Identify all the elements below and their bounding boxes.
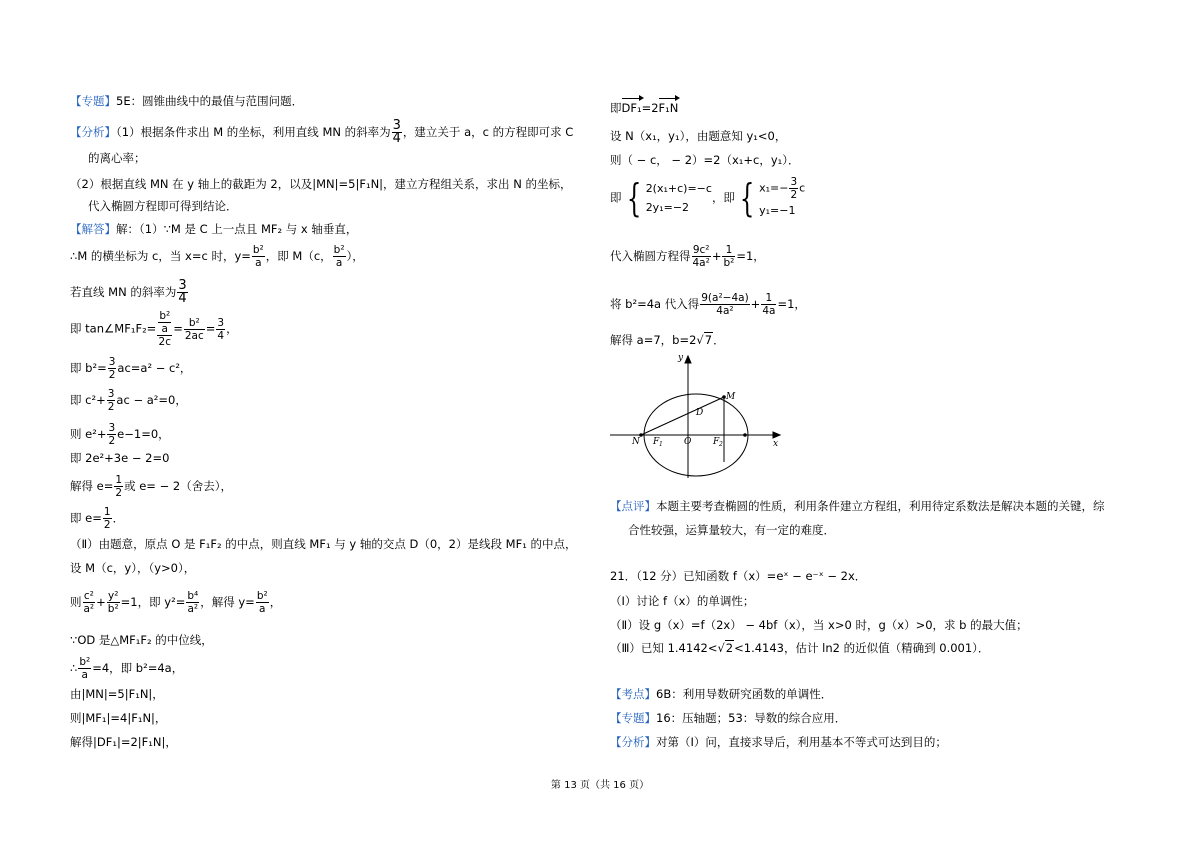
analysis-line-1 — [70, 120, 573, 145]
comment-line-1 — [610, 498, 1105, 514]
analysis-line-4: 代入椭圆方程即可得到结论． — [88, 199, 238, 213]
text: 将 b²=4a 代入得 — [610, 297, 700, 311]
frac-den: 2ac — [184, 329, 204, 342]
frac-den: a — [255, 257, 262, 269]
text: ac=a² − c²， — [117, 361, 192, 375]
text: ， — [269, 595, 282, 609]
frac-num — [157, 310, 172, 336]
equation: 2y₁=−2 — [645, 201, 690, 214]
topic-line — [70, 93, 303, 109]
solution-line-1 — [70, 221, 357, 237]
fraction — [177, 280, 187, 305]
label-d: D — [696, 408, 704, 418]
frac-num: 1 — [103, 506, 111, 518]
fraction — [107, 422, 116, 447]
frac-num: b² — [333, 244, 345, 256]
compound-fraction — [157, 310, 172, 348]
topic-text: 5E：圆锥曲线中的最值与范围问题． — [116, 94, 304, 108]
frac-num: 9(a²−4a) — [701, 292, 749, 304]
sqrt-radicand: 2 — [725, 641, 734, 655]
label-f1-sub: 1 — [659, 441, 663, 448]
text: 或 e= − 2（舍去）， — [124, 479, 232, 493]
text: 则 — [70, 595, 82, 609]
fraction — [252, 244, 265, 269]
sqrt-radicand: 7 — [704, 333, 713, 347]
frac-num: 3 — [790, 176, 798, 188]
fraction — [78, 656, 91, 681]
label-n: N — [632, 437, 640, 447]
frac-num: b² — [252, 244, 264, 256]
frac-den: 2 — [103, 519, 111, 531]
frac-num: b⁴ — [187, 590, 199, 602]
frac-num: 1 — [722, 244, 735, 257]
text: 即 — [610, 190, 622, 205]
text: ∴M 的横坐标为 c，当 x=c 时，y= — [70, 249, 251, 263]
text: =1， — [736, 249, 765, 263]
fraction — [184, 317, 205, 342]
analysis-line-3: （2）根据直线 MN 在 y 轴上的截距为 2，以及|MN|=5|F₁N|，建立方程组关系，求出 N 的坐标， — [70, 177, 572, 191]
text: <1.4143，估计 ln2 的近似值（精确到 0.001）． — [734, 641, 990, 655]
right-line-5 — [610, 244, 765, 269]
text: ，即 — [711, 190, 735, 205]
frac-den: 2 — [115, 487, 123, 499]
frac-den: 2 — [790, 189, 798, 201]
x-axis-arrow-icon — [773, 432, 780, 438]
frac-den: a² — [83, 603, 95, 615]
fraction — [83, 590, 96, 615]
label-f1: F — [653, 437, 660, 447]
solution-line-9 — [70, 474, 232, 499]
text: e−1=0， — [117, 427, 170, 441]
page-footer: 第 13 页（共 16 页） — [550, 780, 650, 791]
y-axis-arrow-icon — [685, 356, 691, 363]
frac-num: 3 — [107, 388, 115, 400]
frac-den: 4a — [762, 305, 776, 317]
frac-den: a — [161, 323, 168, 335]
label-m: M — [726, 392, 736, 402]
text: = — [173, 321, 183, 336]
fraction — [103, 506, 112, 531]
frac-den: 4a² — [692, 257, 710, 269]
solution-line-3 — [70, 280, 189, 305]
right-line-3: 则（ − c， − 2）=2（x₁+c，y₁）． — [610, 153, 800, 167]
frac-den: b² — [107, 603, 119, 615]
text: =2 — [641, 101, 659, 115]
comment-tag: 【点评】 — [610, 499, 656, 513]
fraction — [692, 244, 711, 269]
analysis-line-2: 的离心率； — [88, 151, 146, 165]
right-line-2: 设 N（x₁，y₁），由题意知 y₁<0， — [610, 129, 787, 143]
solution-text: 解：（1）∵M 是 C 上一点且 MF₂ 与 x 轴垂直， — [116, 222, 358, 236]
frac-num: b² — [159, 310, 171, 322]
frac-den: 2 — [108, 369, 116, 381]
solution-line-7 — [70, 422, 170, 447]
fraction — [256, 590, 269, 615]
frac-num: c² — [83, 590, 94, 602]
solution-tag: 【解答】 — [70, 222, 116, 236]
solution-line-5 — [70, 356, 191, 381]
equation-system — [610, 176, 805, 220]
frac-den: a² — [187, 603, 199, 615]
problem-21-stem: 21．（12 分）已知函数 f（x）=eˣ − e⁻ˣ − 2x． — [610, 569, 867, 583]
frac-den: b² — [723, 257, 735, 269]
frac-den: a — [335, 257, 343, 269]
frac-den: 4 — [217, 329, 225, 342]
system-1 — [646, 179, 712, 217]
frac-num: 3 — [108, 422, 116, 434]
fraction — [700, 292, 749, 317]
solution-line-11: （Ⅱ）由题意，原点 O 是 F₁F₂ 的中点，则直线 MF₁ 与 y 轴的交点 D（0，2）是线段 MF₁ 的中点， — [70, 537, 577, 551]
analysis-text-b: ，建立关于 a，c 的方程即可求 C — [402, 125, 574, 139]
point-right-vertex — [743, 433, 747, 437]
problem-21-part-2: （Ⅱ）设 g（x）=f（2x） − 4bf（x），当 x>0 时，g（x）>0，求 b 的最大值； — [610, 618, 1028, 632]
text: = — [205, 321, 216, 336]
problem-21-part-3: （Ⅲ）已知 1.4142<√2<1.4143，估计 ln2 的近似值（精确到 0.001）． — [610, 641, 990, 655]
fraction — [114, 474, 123, 499]
solution-line-8: 即 2e²+3e − 2=0 — [70, 451, 170, 465]
text: + — [711, 249, 722, 263]
frac-num: 3 — [217, 316, 225, 329]
frac-den: 2c — [158, 336, 171, 348]
frac-den: 4 — [178, 291, 187, 306]
fraction — [107, 388, 116, 413]
solution-line-4 — [70, 310, 238, 348]
fraction — [789, 176, 798, 201]
fraction — [108, 356, 117, 381]
label-f2: F — [713, 437, 720, 447]
frac-den: 4a² — [716, 305, 734, 317]
topic-line-2 — [610, 710, 846, 726]
text: x₁=− — [759, 181, 789, 195]
vector-equation — [610, 98, 678, 116]
equation: 2(x₁+c)=−c — [645, 182, 712, 195]
label-y: y — [678, 353, 684, 363]
fraction — [333, 244, 346, 269]
analysis-text-a: （1）根据条件求出 M 的坐标，利用直线 MN 的斜率为 — [116, 125, 391, 139]
comment-line-2: 合性较强，运算量较大，有一定的难度． — [628, 523, 835, 537]
frac-den: 2 — [107, 401, 115, 413]
frac-den: 2 — [108, 435, 116, 447]
text: ， — [226, 321, 238, 336]
comment-text: 本题主要考查椭圆的性质，利用条件建立方程组，利用待定系数法是解决本题的关键，综 — [656, 499, 1105, 513]
text: 即 b²= — [70, 361, 107, 375]
analysis-text: 对第（Ⅰ）问，直接求导后，利用基本不等式可达到目的； — [656, 735, 947, 749]
text: =4，即 b²=4a， — [92, 661, 184, 675]
text: 即 e= — [70, 511, 102, 525]
vector-f1n: F₁N — [659, 98, 679, 116]
analysis-tag: 【分析】 — [610, 735, 656, 749]
right-line-6 — [610, 292, 806, 317]
analysis-line-2 — [610, 734, 947, 750]
solution-line-12: 设 M（c，y），（y>0）， — [70, 561, 196, 575]
ellipse-diagram — [608, 352, 788, 482]
text: ，解得 y= — [200, 595, 255, 609]
frac-den: a — [81, 669, 88, 681]
text: 即 — [610, 101, 622, 115]
solution-line-13 — [70, 590, 281, 615]
vector-df1: DF₁ — [622, 98, 642, 116]
right-line-7: 解得 a=7，b=2√7． — [610, 333, 725, 347]
text: 解得 e= — [70, 479, 114, 493]
text: ． — [713, 333, 725, 347]
system-2 — [759, 176, 805, 220]
text: ． — [112, 511, 125, 525]
solution-line-2 — [70, 244, 364, 269]
solution-line-6 — [70, 388, 187, 413]
text: 代入椭圆方程得 — [610, 249, 691, 263]
line-nm — [641, 397, 724, 435]
solution-line-18: 解得|DF₁|=2|F₁N|， — [70, 735, 177, 749]
frac-num: 9c² — [692, 244, 710, 256]
text: 即 tan∠MF₁F₂= — [70, 321, 157, 336]
topic-tag: 【专题】 — [610, 711, 656, 725]
text: （Ⅲ）已知 1.4142< — [610, 641, 718, 655]
topic-tag: 【专题】 — [70, 94, 116, 108]
brace-icon: { — [739, 176, 755, 220]
point-tag: 【考点】 — [610, 687, 656, 701]
text: =1， — [777, 297, 806, 311]
frac-num: 3 — [108, 356, 116, 368]
text: 即 c²+ — [70, 393, 106, 407]
label-x: x — [773, 439, 779, 449]
solution-line-17: 则|MF₁|=4|F₁N|， — [70, 711, 167, 725]
frac-den: 4 — [392, 131, 401, 146]
equation: y₁=−1 — [759, 204, 796, 217]
fraction — [216, 317, 225, 342]
frac-num: 3 — [178, 278, 187, 293]
frac-num: b² — [256, 590, 268, 602]
text: 解得 a=7，b=2 — [610, 333, 697, 347]
fraction — [186, 590, 199, 615]
frac-num: y² — [108, 590, 119, 602]
solution-line-14: ∵OD 是△MF₁F₂ 的中位线， — [70, 633, 213, 647]
analysis-tag: 【分析】 — [70, 125, 116, 139]
point-text: 6B：利用导数研究函数的单调性． — [656, 687, 833, 701]
text: c — [799, 181, 806, 195]
problem-21-part-1: （Ⅰ）讨论 f（x）的单调性； — [610, 594, 755, 608]
frac-num: 1 — [761, 292, 776, 305]
solution-line-10 — [70, 506, 124, 531]
point-line — [610, 686, 832, 702]
frac-num: 1 — [115, 474, 123, 486]
solution-line-15 — [70, 656, 183, 681]
fraction — [761, 292, 776, 317]
text: + — [96, 595, 106, 609]
solution-line-16: 由|MN|=5|F₁N|， — [70, 687, 164, 701]
fraction — [158, 310, 171, 335]
frac-den: a — [259, 603, 266, 615]
text: =1，即 y²= — [120, 595, 186, 609]
frac-num: b² — [184, 317, 205, 330]
text: 若直线 MN 的斜率为 — [70, 285, 177, 299]
label-f2-sub: 2 — [719, 441, 723, 448]
fraction — [392, 120, 402, 145]
text: ，即 M（c， — [265, 249, 332, 263]
text: ）， — [346, 249, 364, 263]
frac-num: b² — [79, 656, 91, 668]
label-o: O — [684, 437, 692, 447]
fraction — [722, 244, 735, 269]
brace-icon: { — [626, 176, 641, 220]
topic-text: 16：压轴题；53：导数的综合应用． — [656, 711, 847, 725]
equation — [759, 176, 805, 201]
fraction — [107, 590, 120, 615]
text: ∴ — [70, 661, 78, 675]
text: 则 e²+ — [70, 427, 107, 441]
text: + — [750, 297, 761, 311]
frac-num: 3 — [392, 118, 401, 133]
text: ac − a²=0， — [116, 393, 187, 407]
